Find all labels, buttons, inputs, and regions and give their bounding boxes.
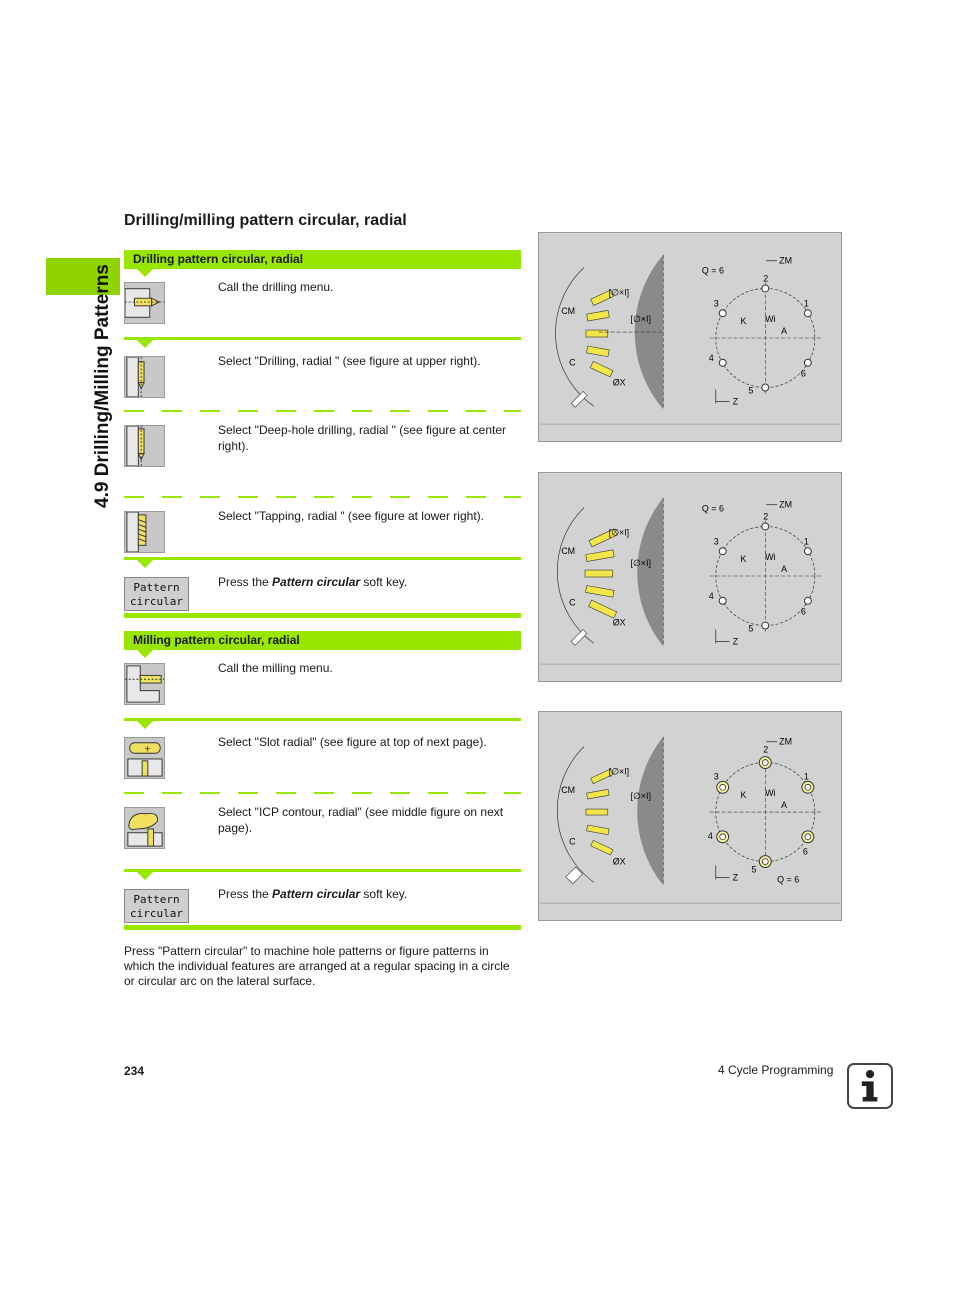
section-end-line xyxy=(124,613,521,618)
figure-tapping-radial xyxy=(538,711,842,921)
chapter-side-title: 4.9 Drilling/Milling Patterns xyxy=(92,264,113,508)
hole-6: 6 xyxy=(800,606,806,617)
slot-radial-icon[interactable] xyxy=(124,737,165,779)
label-wi: Wi xyxy=(765,788,776,799)
label-q: Q = 6 xyxy=(701,265,724,276)
step-text: Call the milling menu. xyxy=(218,661,333,675)
step-text: Select "ICP contour, radial" (see middle figure on next page). xyxy=(218,805,504,835)
label-x: ØX xyxy=(612,617,626,628)
label-z: Z xyxy=(732,872,739,883)
hole-3: 3 xyxy=(713,536,719,547)
hole-4: 4 xyxy=(708,590,714,601)
step-text: Select "Slot radial" (see figure at top of next page). xyxy=(218,735,487,749)
step-text: Select "Drilling, radial " (see figure at upper right). xyxy=(218,354,481,368)
label-z: Z xyxy=(732,396,739,407)
label-a: A xyxy=(781,564,788,575)
hole-1: 1 xyxy=(803,536,809,547)
label-c: C xyxy=(569,357,576,368)
hole-6: 6 xyxy=(802,846,808,857)
step-text: Select "Deep-hole drilling, radial " (see figure at center right). xyxy=(218,423,506,453)
chapter-label: 4 Cycle Programming xyxy=(718,1063,834,1077)
hole-6: 6 xyxy=(800,368,806,379)
label-q: Q = 6 xyxy=(701,503,724,514)
label-cm: CM xyxy=(561,306,576,317)
separator-line xyxy=(124,557,521,560)
hole-5: 5 xyxy=(751,864,757,875)
step-text: Select "Tapping, radial " (see figure at lower right). xyxy=(218,509,484,523)
svg-text:+: + xyxy=(144,744,152,755)
hole-4: 4 xyxy=(707,830,713,841)
label-zm: ZM xyxy=(779,499,793,510)
hole-2: 2 xyxy=(763,511,769,522)
description-paragraph: Press "Pattern circular" to machine hole patterns or figure patterns in which the individual features are arranged at a regular spacing in a circle or circular arc on the lateral surface. xyxy=(124,944,510,988)
label-k: K xyxy=(740,316,747,327)
hole-3: 3 xyxy=(713,771,719,782)
hole-5: 5 xyxy=(748,385,754,396)
label-i1: [∅×I] xyxy=(608,766,630,777)
pattern-circular-softkey[interactable]: Pattern circular xyxy=(124,577,189,611)
section-heading: Drilling/milling pattern circular, radial xyxy=(124,212,407,229)
icp-contour-icon[interactable] xyxy=(124,807,165,849)
milling-menu-icon[interactable] xyxy=(124,663,165,705)
label-i2: [∅×I] xyxy=(630,791,651,802)
dashed-separator xyxy=(124,792,521,794)
label-c: C xyxy=(569,836,576,847)
label-k: K xyxy=(740,790,747,801)
softkey-instruction: Press the Pattern circular soft key. xyxy=(218,887,408,901)
label-a: A xyxy=(781,326,788,337)
label-q: Q = 6 xyxy=(777,874,800,885)
label-i1: [∅×I] xyxy=(608,287,630,298)
label-x: ØX xyxy=(612,856,626,867)
separator-notch xyxy=(137,340,153,348)
label-i2: [∅×I] xyxy=(630,558,651,569)
deep-hole-drilling-icon[interactable] xyxy=(124,425,165,467)
section-end-line xyxy=(124,925,521,930)
dashed-separator xyxy=(124,496,521,498)
separator-line xyxy=(124,869,521,872)
figure-drilling-radial xyxy=(538,232,842,442)
label-x: ØX xyxy=(612,377,626,388)
hole-2: 2 xyxy=(763,744,769,755)
page-number: 234 xyxy=(124,1064,145,1078)
dashed-separator xyxy=(124,410,521,412)
separator-notch xyxy=(137,721,153,729)
separator-notch xyxy=(137,872,153,880)
label-wi: Wi xyxy=(765,314,776,325)
label-i1: [∅×I] xyxy=(608,527,630,538)
label-k: K xyxy=(740,554,747,565)
step-text: Call the drilling menu. xyxy=(218,280,334,294)
label-z: Z xyxy=(732,636,739,647)
hole-4: 4 xyxy=(708,352,714,363)
drilling-menu-icon[interactable] xyxy=(124,282,165,324)
separator-line xyxy=(124,718,521,721)
label-wi: Wi xyxy=(765,552,776,563)
hole-1: 1 xyxy=(803,771,809,782)
drilling-pattern-bar: Drilling pattern circular, radial xyxy=(124,250,521,269)
tapping-icon[interactable] xyxy=(124,511,165,553)
label-cm: CM xyxy=(561,546,576,557)
bar-notch xyxy=(137,269,153,277)
drilling-radial-icon[interactable] xyxy=(124,356,165,398)
label-cm: CM xyxy=(561,785,576,796)
softkey-instruction: Press the Pattern circular soft key. xyxy=(218,575,408,589)
milling-pattern-bar: Milling pattern circular, radial xyxy=(124,631,521,650)
hole-1: 1 xyxy=(803,298,809,309)
label-c: C xyxy=(569,597,576,608)
info-icon xyxy=(847,1063,893,1109)
label-zm: ZM xyxy=(779,736,793,747)
label-zm: ZM xyxy=(779,255,793,266)
hole-2: 2 xyxy=(763,273,769,284)
label-a: A xyxy=(781,800,788,811)
hole-5: 5 xyxy=(748,623,754,634)
figure-deep-hole-drilling xyxy=(538,472,842,682)
separator-notch xyxy=(137,560,153,568)
hole-3: 3 xyxy=(713,298,719,309)
bar-notch xyxy=(137,650,153,658)
separator-line xyxy=(124,337,521,340)
pattern-circular-softkey[interactable]: Pattern circular xyxy=(124,889,189,923)
label-i2: [∅×I] xyxy=(630,314,651,325)
